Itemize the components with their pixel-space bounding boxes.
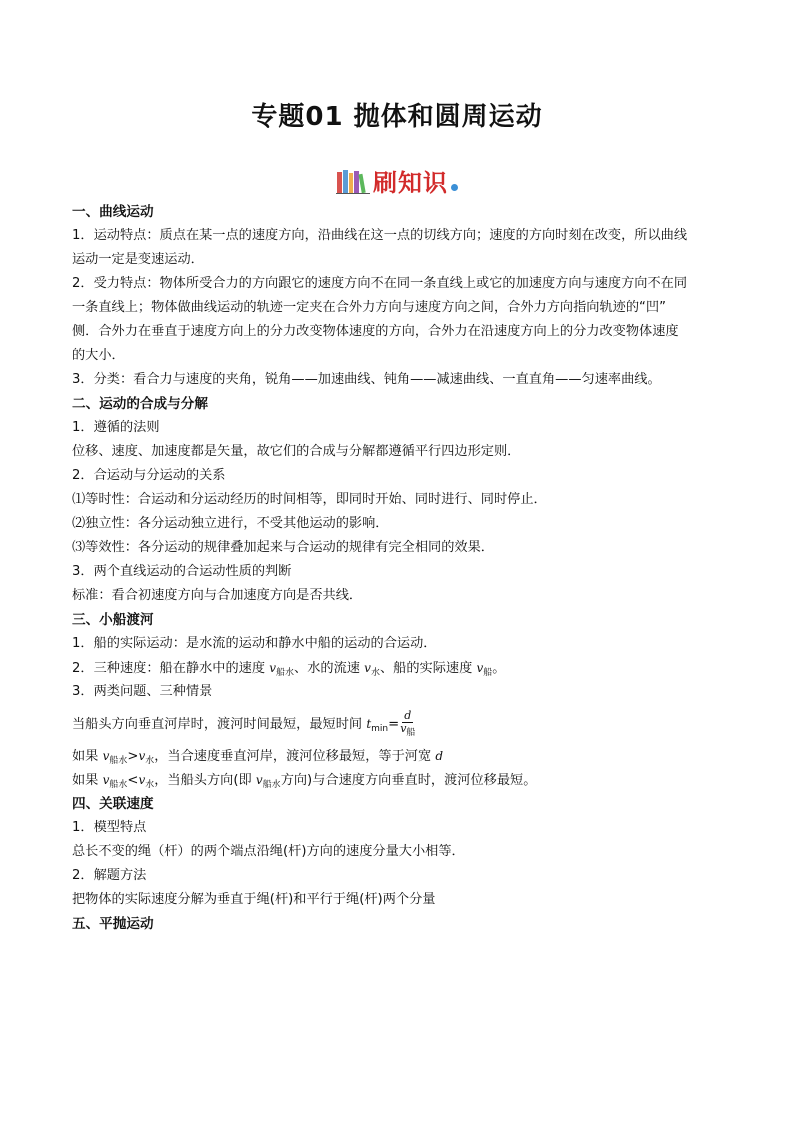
paragraph-line: 侧．合外力在垂直于速度方向上的分力改变物体速度的方向，合外力在沿速度方向上的分力改变物体速度	[72, 324, 679, 339]
math-sub: 船水	[109, 780, 128, 790]
math-v: v	[138, 749, 146, 763]
math-v: v	[364, 661, 371, 675]
section-heading-3: 三、小船渡河	[72, 612, 154, 628]
text-fragment: 如果	[72, 773, 103, 788]
paragraph-line	[72, 744, 727, 768]
math-lt: <	[127, 773, 139, 788]
paragraph-line: 一条直线上；物体做曲线运动的轨迹一定夹在合外力方向与速度方向之间，合外力方向指向轨迹的“凹”	[72, 300, 666, 315]
paragraph-line: 1．船的实际运动：是水流的运动和静水中船的运动的合运动．	[72, 636, 437, 651]
math-gt: >	[127, 749, 139, 764]
paragraph-line: 2．解题方法	[72, 868, 147, 883]
page-title: 专题01 抛体和圆周运动	[251, 102, 543, 132]
paragraph-line: 2．合运动与分运动的关系	[72, 468, 226, 483]
paragraph-line: 3．分类：看合力与速度的夹角，锐角——加速曲线、钝角——减速曲线、一直直角——匀速率曲线。	[72, 372, 661, 387]
math-v: v	[138, 773, 146, 787]
paragraph-line	[72, 768, 727, 792]
paragraph-line: 1．遵循的法则	[72, 420, 160, 435]
math-eq: =	[388, 717, 400, 732]
paragraph-line: 3．两类问题、三种情景	[72, 684, 213, 699]
badge-text: 刷知识	[373, 169, 448, 197]
math-sub: 水	[145, 780, 155, 790]
math-sub: 船	[483, 668, 493, 678]
math-sub: 船	[406, 727, 416, 738]
section-heading-4: 四、关联速度	[72, 796, 154, 812]
math-sub: 船水	[109, 756, 128, 766]
text-fragment: 当船头方向垂直河岸时，渡河时间最短，最短时间	[72, 717, 367, 732]
text-fragment: 方向)与合速度方向垂直时，渡河位移最短。	[280, 773, 537, 788]
text-fragment: 。	[492, 661, 506, 676]
math-t: t	[366, 717, 372, 731]
text-fragment: ，当船头方向(即	[154, 773, 256, 788]
math-v: v	[269, 661, 276, 675]
math-v: v	[400, 721, 407, 735]
section-heading-2: 二、运动的合成与分解	[72, 396, 208, 412]
paragraph-line	[72, 704, 727, 744]
section-heading-5: 五、平抛运动	[72, 916, 154, 932]
paragraph-line: 运动一定是变速运动．	[72, 252, 204, 267]
badge-dot-icon	[451, 184, 458, 191]
math-sub: 船水	[262, 780, 281, 790]
paragraph-line: 总长不变的绳（杆）的两个端点沿绳(杆)方向的速度分量大小相等．	[72, 844, 465, 859]
paragraph-line: 1．运动特点：质点在某一点的速度方向，沿曲线在这一点的切线方向；速度的方向时刻在改变，所以曲线	[72, 228, 688, 243]
fraction-numerator: d	[404, 708, 412, 722]
paragraph-line: 把物体的实际速度分解为垂直于绳(杆)和平行于绳(杆)两个分量	[72, 892, 436, 907]
math-sub: min	[371, 724, 389, 734]
paragraph-line: ⑵独立性：各分运动独立进行，不受其他运动的影响．	[72, 516, 389, 531]
text-fragment: 、船的实际速度	[379, 661, 477, 676]
content-body	[72, 200, 727, 936]
text-fragment: ，当合速度垂直河岸，渡河位移最短，等于河宽	[154, 749, 436, 764]
fraction	[400, 710, 415, 739]
text-fragment: 2．三种速度：船在静水中的速度	[72, 661, 270, 676]
math-sub: 船水	[276, 668, 295, 678]
books-icon	[336, 168, 370, 194]
paragraph-line: 3．两个直线运动的合运动性质的判断	[72, 564, 292, 579]
paragraph-line	[72, 656, 727, 680]
text-fragment: 、水的流速	[294, 661, 365, 676]
section-heading-1: 一、曲线运动	[72, 204, 154, 220]
text-fragment: 如果	[72, 749, 103, 764]
paragraph-line: 位移、速度、加速度都是矢量，故它们的合成与分解都遵循平行四边形定则．	[72, 444, 521, 459]
math-v: v	[476, 661, 484, 675]
paragraph-line: 的大小．	[72, 348, 125, 363]
math-d: d	[435, 749, 444, 763]
paragraph-line: 标准：看合初速度方向与合加速度方向是否共线．	[72, 588, 363, 603]
math-v: v	[102, 773, 110, 787]
paragraph-line: ⑴等时性：合运动和分运动经历的时间相等，即同时开始、同时进行、同时停止．	[72, 492, 547, 507]
paragraph-line: ⑶等效性：各分运动的规律叠加起来与合运动的规律有完全相同的效果．	[72, 540, 494, 555]
math-v: v	[255, 773, 263, 787]
paragraph-line: 2．受力特点：物体所受合力的方向跟它的速度方向不在同一条直线上或它的加速度方向与速度方向不在同	[72, 276, 688, 291]
math-sub: 水	[370, 668, 380, 678]
fraction-denominator	[400, 723, 415, 739]
paragraph-line: 1．模型特点	[72, 820, 147, 835]
section-badge	[0, 163, 794, 198]
math-v: v	[102, 749, 110, 763]
math-sub: 水	[145, 756, 155, 766]
